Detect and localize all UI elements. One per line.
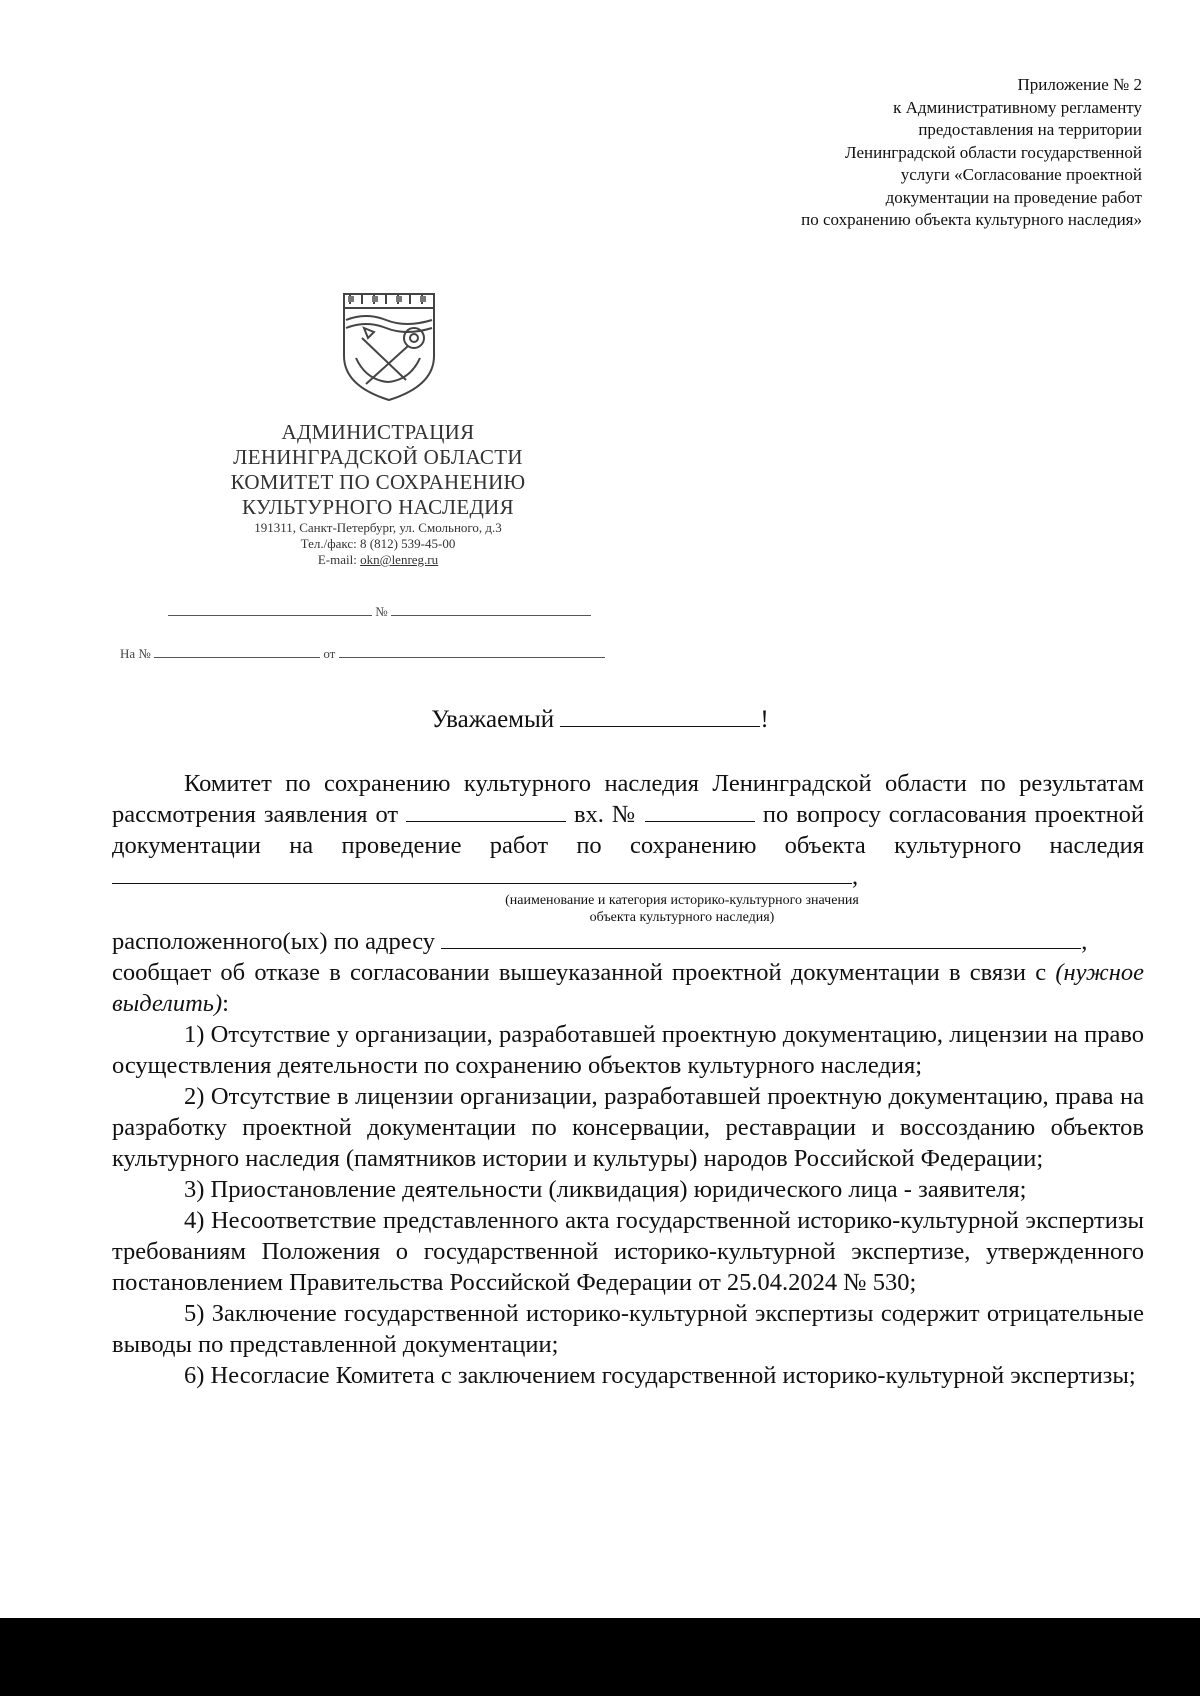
reason-item-3: 3) Приостановление деятельности (ликвидация) юридического лица - заявителя; (184, 1176, 1027, 1203)
scan-border (0, 1618, 1200, 1696)
refusal-note: (нужное выделить) (112, 959, 1144, 1017)
greeting-suffix: ! (760, 706, 769, 733)
org-name-line: КУЛЬТУРНОГО НАСЛЕДИЯ (242, 495, 514, 519)
org-name-line: ЛЕНИНГРАДСКОЙ ОБЛАСТИ (233, 445, 523, 469)
number-sign: № (375, 604, 388, 619)
refusal-paragraph (112, 957, 1144, 1019)
appendix-line: предоставления на территории (918, 120, 1142, 139)
reason-item-4: 4) Несоответствие представленного акта государственной историко-культурной экспертизы требованиям Положения о государственной историко-культурной экспертизе, утвержденного постановлением Правительства Российской Федерации от 25.04.2024 № 530; (112, 1207, 1144, 1296)
org-phone: Тел./факс: 8 (812) 539-45-00 (300, 536, 456, 551)
coat-of-arms-icon (336, 288, 442, 408)
greeting-prefix: Уважаемый (431, 706, 555, 733)
heritage-object-blank (112, 863, 852, 884)
organization-block (198, 420, 558, 568)
intro-text-3: по вопросу согласования проектной документации на проведение работ по сохранению объекта культурного наследия (112, 801, 1145, 859)
reason-item-1: 1) Отсутствие у организации, разработавшей проектную документацию, лицензии на право осуществления деятельности по сохранению объектов культурного наследия; (112, 1021, 1144, 1079)
org-name-line: КОМИТЕТ ПО СОХРАНЕНИЮ (230, 470, 526, 494)
appendix-header (622, 74, 1142, 232)
org-address: 191311, Санкт-Петербург, ул. Смольного, д.3 (254, 520, 502, 535)
intro-paragraph: Комитет по сохранению культурного наследия Ленинградской области по результатам рассмотрения заявления от вх. № по вопросу согласования проектной документации на проведение работ по сохранению объекта культурного наследия , (112, 770, 1145, 890)
reference-row (120, 646, 605, 662)
refusal-text: сообщает об отказе в согласовании вышеуказанной проектной документации в связи с (112, 959, 1047, 986)
address-label: расположенного(ых) по адресу (112, 928, 436, 955)
caption-line: объекта культурного наследия) (589, 910, 775, 925)
appendix-line: Приложение № 2 (1017, 75, 1142, 94)
appendix-line: к Административному регламенту (893, 97, 1142, 117)
reason-item-5: 5) Заключение государственной историко-культурной экспертизы содержит отрицательные выводы по представленной документации; (112, 1300, 1144, 1358)
reason-item-6: 6) Несогласие Комитета с заключением государственной историко-культурной экспертизы; (184, 1362, 1136, 1389)
greeting (0, 706, 1200, 734)
reference-label: На № (120, 646, 151, 661)
email-link[interactable]: okn@lenreg.ru (360, 552, 439, 567)
caption-line: (наименование и категория историко-культурного значения (505, 893, 859, 908)
reason-item-2: 2) Отсутствие в лицензии организации, разработавшей проектную документацию, права на разработку проектной документации по консервации, реставрации и воссозданию объектов культурного наследия (памятников истории и культуры) народов Российской Федерации; (112, 1083, 1144, 1172)
appendix-line: по сохранению объекта культурного наследия» (801, 210, 1142, 229)
date-blank (168, 615, 372, 616)
reference-from-label: от (323, 646, 336, 661)
address-paragraph: расположенного(ых) по адресу , (112, 928, 1088, 955)
object-caption (472, 892, 892, 926)
org-name-line: АДМИНИСТРАЦИЯ (281, 420, 475, 444)
appendix-line: документации на проведение работ (885, 187, 1142, 207)
incoming-number-blank (645, 801, 755, 822)
intro-text-1: Комитет по сохранению культурного наследия Ленинградской области по результатам рассмотрения заявления от (112, 770, 1144, 828)
reference-number-blank (154, 657, 320, 658)
appendix-line: Ленинградской области государственной (845, 142, 1142, 162)
refusal-colon: : (222, 990, 229, 1017)
appendix-line: услуги «Согласование проектной (900, 165, 1142, 184)
email-label: E-mail: (317, 552, 361, 567)
reference-date-blank (339, 657, 605, 658)
number-blank (391, 615, 591, 616)
address-blank (441, 928, 1081, 949)
intro-text-2: вх. № (573, 801, 638, 828)
addressee-blank (560, 706, 760, 727)
letter-body (112, 768, 1144, 1391)
org-email-row (198, 552, 558, 568)
application-date-blank (406, 801, 566, 822)
outgoing-number-row (168, 604, 591, 620)
